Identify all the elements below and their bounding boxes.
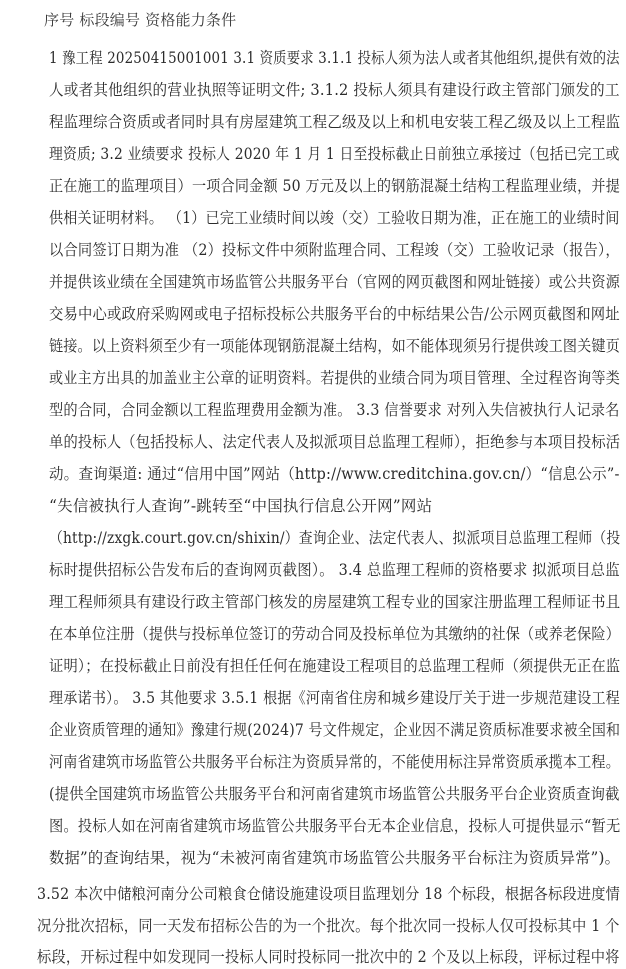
text-line: （http://zxgk.court.gov.cn/shixin/）查询企业、法定代表人、拟派项目总监理工程师（投 (49, 529, 621, 547)
text-line: 图。投标人如在河南省建筑市场监管公共服务平台无本企业信息，投标人可提供显示“暂无 (49, 817, 621, 835)
text-line: 型的合同，合同金额以工程监理费用金额为准。 3.3 信誉要求 对列入失信被执行人记录名 (49, 401, 620, 419)
text-line: 况分批次招标，同一天发布招标公告的为一个批次。每个批次同一投标人仅可投标其中 1 个 (37, 917, 620, 935)
text-line: 程监理综合资质或者同时具有房屋建筑工程乙级及以上和机电安装工程乙级及以上工程监 (49, 113, 621, 131)
table-header: 序号 标段编号 资格能力条件 (44, 11, 237, 29)
text-line: 交易中心或政府采购网或电子招标投标公共服务平台的中标结果公告/公示网页截图和网址 (49, 305, 620, 323)
text-line: 在本单位注册（提供与投标单位签订的劳动合同及投标单位为其缴纳的社保（或养老保险） (49, 625, 620, 643)
text-line: 并提供该业绩在全国建筑市场监管公共服务平台（官网的网页截图和网址链接）或公共资源 (49, 273, 620, 291)
text-line: 理承诺书）。 3.5 其他要求 3.5.1 根据《河南省住房和城乡建设厅关于进一步规范建设工程 (49, 689, 620, 707)
text-line: “失信被执行人查询”-跳转至“中国执行信息公开网”网站 (49, 497, 433, 515)
text-line: 正在施工的监理项目）一项合同金额 50 万元及以上的钢筋混凝土结构工程监理业绩，并提 (49, 177, 620, 195)
text-line: 以合同签订日期为准 （2）投标文件中须附监理合同、工程竣（交）工验收记录（报告）， (49, 241, 620, 259)
text-line: 证明）；在投标截止日前没有担任任何在施建设工程项目的总监理工程师（须提供无正在监 (49, 657, 621, 675)
text-line: 供相关证明材料。 （1）已完工业绩时间以竣（交）工验收日期为准，正在施工的业绩时间 (49, 209, 620, 227)
text-line: 标时提供招标公告发布后的查询网页截图）。 3.4 总监理工程师的资格要求 拟派项目总监 (49, 561, 620, 579)
text-line: 或业主方出具的加盖业主公章的证明资料。若提供的业绩合同为项目管理、全过程咨询等类 (49, 369, 620, 387)
text-line: (提供全国建筑市场监管公共服务平台和河南省建筑市场监管公共服务平台企业资质查询截 (49, 785, 620, 803)
text-line: 理资质; 3.2 业绩要求 投标人 2020 年 1 月 1 日至投标截止日前独立承接过（包括已完工或 (49, 145, 620, 163)
text-line: 标段，开标过程中如发现同一投标人同时投标同一批次中的 2 个及以上标段，评标过程中将 (37, 948, 620, 966)
text-line: 链接。以上资料须至少有一项能体现钢筋混凝土结构，如不能体现须另行提供竣工图关键页 (49, 337, 620, 355)
text-line: 3.52 本次中储粮河南分公司粮食仓储设施建设项目监理划分 18 个标段，根据各标段进度情 (37, 885, 621, 903)
text-line: 数据”的查询结果，视为“未被河南省建筑市场监管公共服务平台标注为资质异常”)。 (49, 849, 621, 867)
text-line: 1 豫工程 20250415001001 3.1 资质要求 3.1.1 投标人须为法人或者其他组织,提供有效的法 (49, 49, 620, 67)
text-line: 单的投标人（包括投标人、法定代表人及拟派项目总监理工程师），拒绝参与本项目投标活 (49, 433, 621, 451)
text-line: 理工程师须具有建设行政主管部门核发的房屋建筑工程专业的国家注册监理工程师证书且 (49, 593, 621, 611)
text-line: 人或者其他组织的营业执照等证明文件; 3.1.2 投标人须具有建设行政主管部门颁发的工 (49, 81, 620, 99)
text-line: 动。查询渠道: 通过“信用中国”网站（http://www.creditchina.gov.cn/）“信息公示”- (49, 465, 620, 483)
text-line: 河南省建筑市场监管公共服务平台标注为资质异常的，不能使用标注异常资质承揽本工程。 (49, 753, 620, 771)
text-line: 企业资质管理的通知》豫建行规(2024)7 号文件规定，企业因不满足资质标准要求被全国和 (49, 721, 621, 739)
